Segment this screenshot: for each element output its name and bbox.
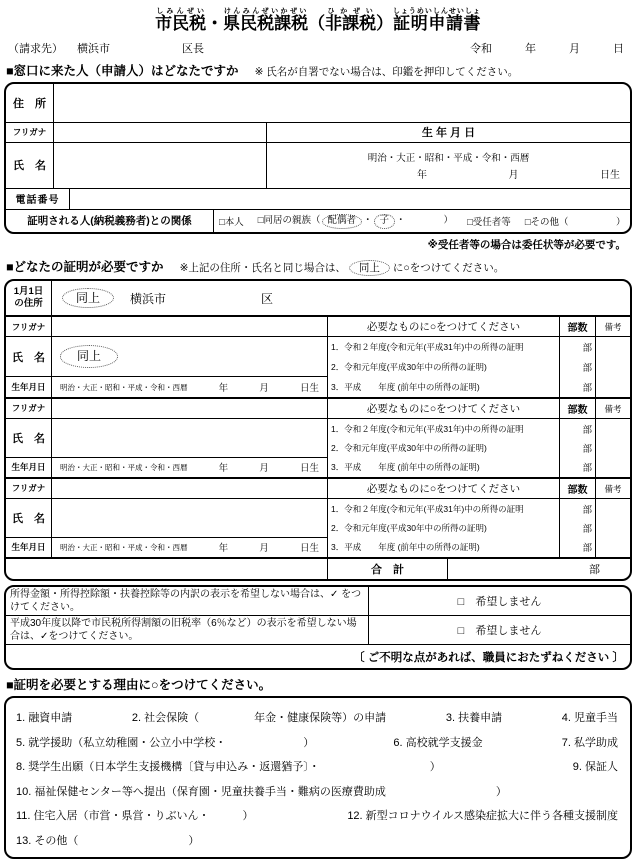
title-dot: ・	[206, 14, 224, 33]
reason-item-9: 9. 保証人	[572, 761, 618, 774]
birth-month-label: 月	[259, 463, 269, 475]
relation-child-circled: 子	[374, 214, 396, 229]
person2-furigana-field	[52, 399, 327, 418]
reason-item-10: 10. 福祉保健センター等へ提出（保育園・児童扶養手当・難病の医療費助成 ）	[16, 785, 507, 798]
section-reason-title: ■証明を必要とする理由に○をつけてください。	[6, 678, 272, 693]
person3-certificates	[328, 479, 630, 557]
birthdate-field	[266, 143, 630, 188]
applicant-box	[4, 82, 632, 234]
jan1-address-field	[52, 281, 630, 315]
remarks-header: 備考	[604, 403, 622, 414]
total-empty-cell	[6, 559, 328, 579]
reason-line-2	[16, 730, 618, 755]
copies-header: 部数	[560, 317, 596, 336]
birthdate-label: 生年月日	[6, 538, 52, 557]
section-certified-person-note	[180, 260, 505, 276]
person2-left	[6, 399, 328, 477]
title-seg-shinseisho: 証明申請書しょうめいしんせいしょ	[392, 8, 481, 33]
old-rate-display-row	[6, 616, 630, 645]
person3-name-row	[6, 499, 327, 538]
relation-option-family	[258, 212, 453, 229]
jan1-label-line2: の住所	[14, 298, 43, 310]
birthdate-units	[267, 164, 630, 181]
birth-day-label: 日生	[299, 543, 319, 555]
cert-header: 必要なものに○をつけてください	[328, 399, 560, 418]
reason-line-5	[16, 803, 618, 828]
person2-certificates	[328, 399, 630, 477]
relation-separator: ・	[363, 215, 373, 227]
cert-option-2: 2．令和元年度(平成30年中の所得の証明)	[331, 362, 487, 373]
reason-item-7: 7. 私学助成	[561, 736, 618, 749]
birth-month-label: 月	[508, 169, 519, 181]
reason-item-11: 11. 住宅入居（市営・県営・りぶいん・ ）	[16, 810, 254, 823]
remarks-header: 備考	[604, 483, 622, 494]
reason-line-6	[16, 828, 618, 853]
person1-furigana-field	[52, 317, 327, 336]
copies-unit: 部	[582, 424, 592, 436]
jan1-address-row	[6, 281, 630, 317]
cert-option-1: 1．令和２年度(令和元年(平成31年)中の所得の証明	[331, 342, 524, 353]
person1-certificates	[328, 317, 630, 397]
person1-furigana-row	[6, 317, 327, 337]
address-label: 住 所	[6, 84, 54, 122]
era-options: 明治・大正・昭和・平成・令和・西暦	[367, 152, 530, 164]
relation-family-suffix: ・ ）	[396, 215, 454, 227]
copies-header: 部数	[560, 479, 596, 498]
person3-name-field	[52, 499, 327, 537]
detail-display-checkbox: □ 希望しません	[368, 587, 630, 615]
person3-cert-options	[328, 499, 560, 557]
person1-cert-header-row	[328, 317, 630, 337]
request-line	[8, 40, 628, 56]
relation-family-prefix: □同居の親族（	[257, 215, 321, 227]
date-year-label: 年	[525, 42, 536, 55]
relation-row	[6, 209, 630, 232]
furigana-label: フリガナ	[6, 399, 52, 418]
total-row	[6, 557, 630, 579]
person1-cert-options	[328, 337, 560, 397]
total-label: 合 計	[328, 559, 448, 579]
date-month-label: 月	[569, 42, 580, 55]
title-paren-close: ）	[376, 14, 394, 33]
reason-item-6: 6. 高校就学支援金	[393, 736, 483, 749]
copies-unit: 部	[582, 444, 592, 455]
phone-row	[6, 188, 630, 209]
person2-cert-header-row	[328, 399, 630, 419]
reason-line-1	[16, 705, 618, 730]
reason-item-2: 2. 社会保険（ 年金・健康保険等）の申請	[131, 712, 387, 725]
person2-name-row	[6, 419, 327, 458]
birth-year-label: 年	[218, 463, 229, 475]
name-label: 氏 名	[6, 337, 52, 376]
note-suffix: に○をつけてください。	[392, 261, 505, 274]
person1-remarks-field	[596, 337, 630, 397]
birthdate-label: 生年月日	[6, 458, 52, 477]
display-options-box	[4, 585, 632, 670]
furigana-row	[6, 122, 630, 142]
cert-option-3: 3．平成 年度 (前年中の所得の証明)	[331, 382, 480, 393]
copies-unit: 部	[582, 343, 592, 355]
cert-option-3: 3．平成 年度 (前年中の所得の証明)	[331, 462, 480, 473]
birth-year-label: 年	[417, 169, 427, 181]
person1-copies-column	[560, 337, 596, 397]
reasons-box	[4, 696, 632, 859]
person1-name-same-circled: 同上	[60, 345, 118, 367]
birth-year-label: 年	[218, 543, 229, 555]
cert-option-1: 1．令和２年度(令和元年(平成31年)中の所得の証明	[331, 503, 524, 514]
person2-cert-body	[328, 419, 630, 477]
person2-birth-row	[6, 458, 327, 477]
person-block-2	[6, 397, 630, 477]
birthdate-label: 生年月日	[6, 377, 52, 397]
section-certified-person-heading	[6, 257, 630, 276]
remarks-header: 備考	[604, 321, 622, 332]
detail-display-row	[6, 587, 630, 616]
name-label: 氏 名	[6, 499, 52, 537]
cert-header: 必要なものに○をつけてください	[328, 479, 560, 498]
jan1-city: 横浜市	[130, 291, 167, 306]
jan1-label-line1: 1月1日	[13, 286, 44, 298]
name-field	[54, 143, 266, 188]
section-applicant-note: ※ 氏名が自署でない場合は、印鑑を押印してください。	[254, 65, 519, 78]
request-prefix: （請求先）	[8, 42, 63, 55]
reason-item-4: 4. 児童手当	[561, 712, 618, 725]
address-field	[54, 84, 630, 122]
person3-cert-body	[328, 499, 630, 557]
copies-unit: 部	[582, 463, 592, 475]
copies-unit: 部	[582, 524, 592, 535]
copies-unit: 部	[582, 363, 592, 375]
person3-furigana-row	[6, 479, 327, 499]
reason-item-8: 8. 奨学生出願（日本学生支援機構〔貸与申込み・返還猶予〕・ ）	[16, 761, 441, 774]
jan1-same-circled: 同上	[62, 288, 114, 308]
person1-name-field	[52, 337, 327, 376]
relation-spouse-circled: 配偶者	[322, 214, 363, 229]
person2-remarks-field	[596, 419, 630, 477]
detail-display-text: 所得金額・所得控除額・扶養控除等の内訳の表示を希望しない場合は、✓ をつけてください。	[10, 589, 362, 614]
person3-birth-field	[52, 538, 327, 557]
cert-header: 必要なものに○をつけてください	[328, 317, 560, 336]
date-line	[470, 40, 628, 56]
jan1-ward-label: 区	[261, 291, 274, 306]
jan1-address-label	[6, 281, 52, 315]
era-options: 明治・大正・昭和・平成・令和・西暦	[60, 542, 188, 552]
cert-option-3: 3．平成 年度 (前年中の所得の証明)	[331, 542, 480, 553]
section-applicant-title: ■窓口に来た人（申請人）はどなたですか	[6, 63, 239, 78]
relation-options	[214, 210, 632, 232]
copies-unit: 部	[582, 383, 592, 395]
address-row	[6, 84, 630, 122]
furigana-label: フリガナ	[6, 479, 52, 498]
ask-staff-note: 〔 ご不明な点があれば、職員におたずねください 〕	[353, 651, 624, 664]
section-applicant-heading	[6, 61, 630, 79]
person3-remarks-field	[596, 499, 630, 557]
birth-year-label: 年	[218, 383, 229, 395]
cert-option-2: 2．令和元年度(平成30年中の所得の証明)	[331, 523, 487, 533]
birth-day-label: 日生	[600, 169, 620, 181]
date-day-label: 日	[613, 42, 624, 55]
person1-birth-row	[6, 377, 327, 397]
person-block-3	[6, 477, 630, 557]
relation-option-self: □本人	[219, 216, 244, 228]
date-era: 令和	[470, 42, 492, 55]
name-label: 氏 名	[6, 419, 52, 457]
title-seg-hikazei: 非課税ひかぜい	[325, 8, 377, 33]
era-options: 明治・大正・昭和・平成・令和・西暦	[60, 382, 188, 392]
person1-birth-field	[52, 377, 327, 397]
total-copies-field: 部	[589, 564, 600, 577]
title-paren-open: （	[308, 14, 326, 33]
person2-cert-options	[328, 419, 560, 477]
birth-day-label: 日生	[299, 463, 319, 475]
person1-left	[6, 317, 328, 397]
furigana-label: フリガナ	[6, 123, 54, 142]
form-title	[4, 8, 632, 33]
relation-label: 証明される人(納税義務者)との関係	[6, 210, 214, 232]
person3-birth-row	[6, 538, 327, 557]
copies-header: 部数	[560, 399, 596, 418]
reason-item-3: 3. 扶養申請	[445, 712, 503, 725]
reason-item-12: 12. 新型コロナウイルス感染症拡大に伴う各種支援制度	[347, 810, 618, 823]
person1-name-row	[6, 337, 327, 377]
old-rate-display-text: 平成30年度以降で市民税所得割額の旧税率（6％など）の表示を希望しない場合は、✓をつけてください。	[10, 618, 357, 643]
phone-field	[70, 189, 630, 209]
birth-month-label: 月	[259, 543, 269, 555]
person1-cert-body	[328, 337, 630, 397]
reason-line-4	[16, 779, 618, 804]
relation-option-other: □その他（ ）	[524, 216, 626, 228]
birth-month-label: 月	[259, 383, 269, 395]
delegate-note: ※受任者等の場合は委任状等が必要です。	[427, 238, 626, 251]
section-reason-heading	[6, 675, 630, 693]
person2-birth-field	[52, 458, 327, 477]
copies-unit: 部	[582, 504, 592, 516]
person3-furigana-field	[52, 479, 327, 498]
cert-option-2: 2．令和元年度(平成30年中の所得の証明)	[331, 443, 487, 453]
reason-item-5: 5. 就学援助（私立幼稚園・公立小中学校・ ）	[16, 736, 315, 749]
note-prefix: ※上記の住所・氏名と同じ場合は、	[179, 261, 346, 274]
title-seg-kenminzei: 県民税課税けんみんぜいかぜい	[223, 8, 309, 33]
reason-line-3	[16, 754, 618, 779]
person-block-1	[6, 317, 630, 397]
person2-copies-column	[560, 419, 596, 477]
birth-day-label: 日生	[299, 383, 319, 395]
request-ward-label: 区長	[182, 42, 204, 55]
person3-left	[6, 479, 328, 557]
title-seg-shiminzei: 市民税しみんぜい	[155, 8, 207, 33]
relation-option-agent: □受任者等	[467, 216, 511, 228]
copies-unit: 部	[582, 543, 592, 555]
person2-name-field	[52, 419, 327, 457]
furigana-field	[54, 123, 266, 142]
person3-cert-header-row	[328, 479, 630, 499]
birthdate-header: 生 年 月 日	[266, 123, 630, 142]
dojou-circled: 同上	[349, 260, 390, 276]
name-label: 氏 名	[6, 143, 54, 188]
request-city: 横浜市	[77, 42, 110, 55]
old-rate-display-checkbox: □ 希望しません	[368, 616, 630, 644]
section-certified-person-title: ■どなたの証明が必要ですか	[6, 259, 164, 274]
person2-furigana-row	[6, 399, 327, 419]
phone-label: 電話番号	[6, 189, 70, 209]
furigana-label: フリガナ	[6, 317, 52, 336]
cert-option-1: 1．令和２年度(令和元年(平成31年)中の所得の証明	[331, 423, 524, 434]
era-options: 明治・大正・昭和・平成・令和・西暦	[60, 462, 188, 472]
person3-copies-column	[560, 499, 596, 557]
certified-persons-box	[4, 279, 632, 581]
reason-item-1: 1. 融資申請	[16, 712, 73, 725]
reason-item-13: 13. その他（ ）	[16, 834, 200, 847]
name-row	[6, 142, 630, 188]
